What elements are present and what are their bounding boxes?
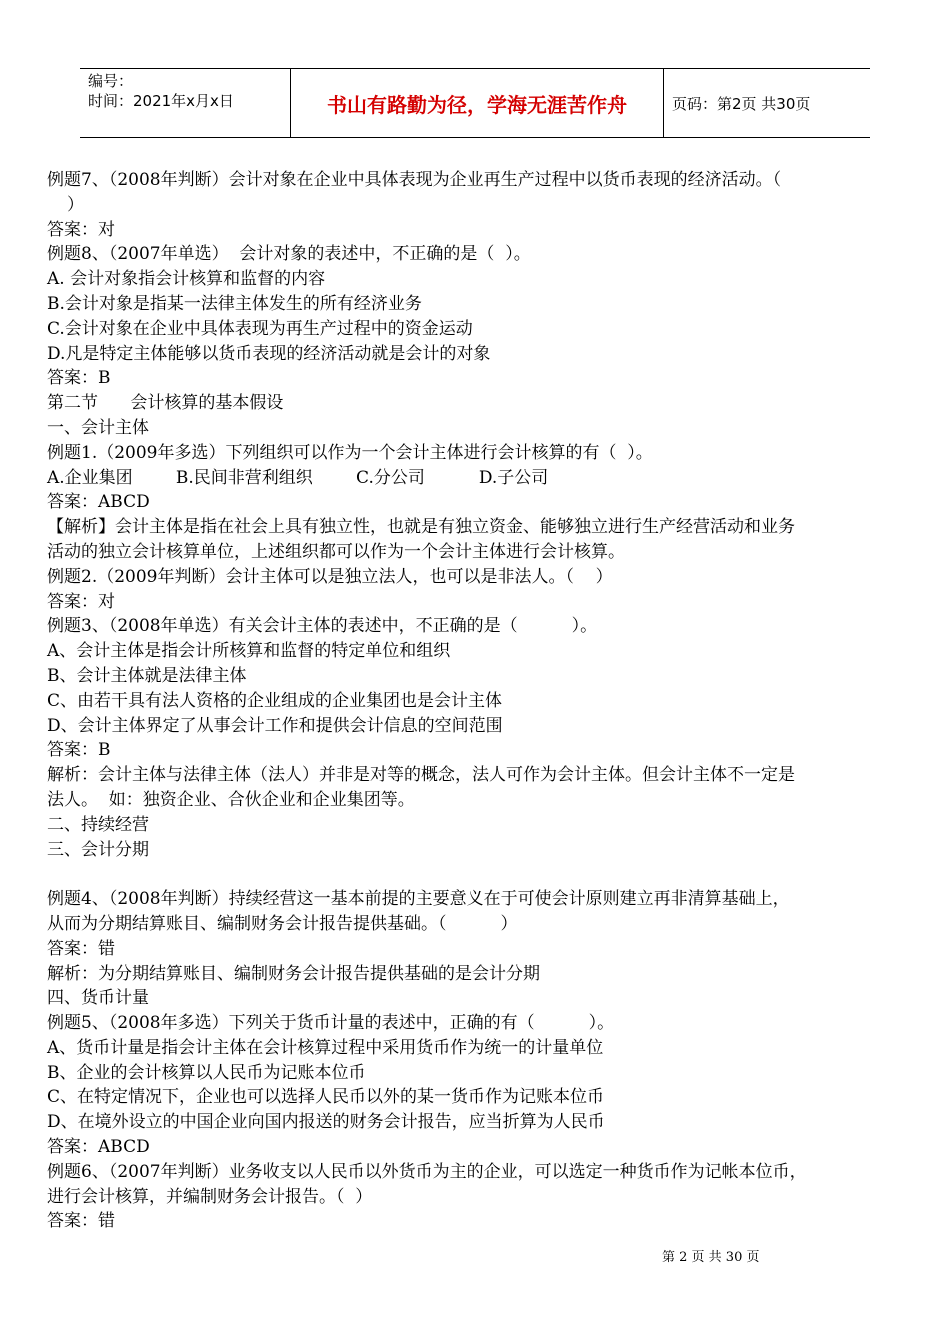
text-line: ） [67, 194, 84, 215]
text-line: C、在特定情况下，企业也可以选择人民币以外的某一货币作为记账本位币 [47, 1087, 605, 1108]
text-line: 从而为分期结算账目、编制财务会计报告提供基础。（ ） [47, 913, 518, 934]
text-line: A. 会计对象指会计核算和监督的内容 [47, 269, 326, 290]
text-line: 答案：对 [47, 219, 115, 240]
text-line: 答案：B [47, 740, 111, 761]
text-line: 解析：会计主体与法律主体（法人）并非是对等的概念，法人可作为会计主体。但会计主体不一定是 [47, 765, 795, 786]
text-line: 一、会计主体 [47, 417, 149, 438]
date-label: 时间：2021年x月x日 [88, 92, 234, 110]
page-number-cell [664, 69, 870, 137]
text-line [47, 862, 907, 887]
text-line: B、会计主体就是法律主体 [47, 665, 247, 686]
text-line: 进行会计核算，并编制财务会计报告。（ ） [47, 1186, 373, 1207]
text-line: 答案：错 [47, 938, 115, 959]
text-line: 例题7、（2008年判断）会计对象在企业中具体表现为企业再生产过程中以货币表现的经济活动。（ [47, 170, 782, 190]
serial-label: 编号： [88, 72, 134, 90]
text-line: 答案：ABCD [47, 492, 150, 513]
text-line: 二、持续经营 [47, 814, 149, 835]
text-line: A、货币计量是指会计主体在会计核算过程中采用货币作为统一的计量单位 [47, 1037, 604, 1058]
page-footer: 第 2 页 共 30 页 [662, 1250, 760, 1265]
header-meta-cell [80, 69, 291, 137]
text-line: 法人。 如：独资企业、合伙企业和企业集团等。 [47, 789, 415, 810]
text-line: C.会计对象在企业中具体表现为再生产过程中的资金运动 [47, 318, 473, 339]
text-line: 答案：B [47, 368, 111, 389]
text-line: 第二节 会计核算的基本假设 [47, 393, 284, 414]
text-line: D、会计主体界定了从事会计工作和提供会计信息的空间范围 [47, 715, 503, 736]
motto-text: 书山有路勤为径，学海无涯苦作舟 [327, 92, 627, 117]
text-line: A.企业集团 B.民间非营利组织 C.分公司 D.子公司 [47, 467, 549, 488]
text-line: D、在境外设立的中国企业向国内报送的财务会计报告，应当折算为人民币 [47, 1112, 605, 1133]
page-number-label: 页码：第2页 共30页 [672, 94, 811, 113]
text-line: 答案：对 [47, 591, 115, 612]
text-line: 解析：为分期结算账目、编制财务会计报告提供基础的是会计分期 [47, 963, 540, 984]
text-line: C、由若干具有法人资格的企业组成的企业集团也是会计主体 [47, 690, 503, 711]
text-line: D.凡是特定主体能够以货币表现的经济活动就是会计的对象 [47, 343, 491, 364]
text-line: 四、货币计量 [47, 988, 149, 1009]
header-table [80, 68, 870, 138]
text-line: 三、会计分期 [47, 839, 149, 860]
text-line: 例题1.（2009年多选）下列组织可以作为一个会计主体进行会计核算的有（ ）。 [47, 442, 653, 463]
text-line: 例题4、（2008年判断）持续经营这一基本前提的主要意义在于可使会计原则建立再非清算基础上， [47, 889, 790, 910]
text-line: 活动的独立会计核算单位，上述组织都可以作为一个会计主体进行会计核算。 [47, 541, 625, 562]
text-line: 例题5、（2008年多选）下列关于货币计量的表述中，正确的有（ ）。 [47, 1013, 615, 1034]
text-line: 【解析】会计主体是指在社会上具有独立性，也就是有独立资金、能够独立进行生产经营活动和业务 [47, 517, 795, 538]
document-body [47, 168, 907, 1234]
text-line: 答案：错 [47, 1211, 115, 1232]
text-line: B、企业的会计核算以人民币为记账本位币 [47, 1062, 366, 1083]
text-line: B.会计对象是指某一法律主体发生的所有经济业务 [47, 293, 422, 314]
text-line: 答案：ABCD [47, 1137, 150, 1158]
motto-cell [291, 69, 664, 137]
text-line: 例题6、（2007年判断）业务收支以人民币以外货币为主的企业，可以选定一种货币作为记帐本位币， [47, 1161, 807, 1182]
text-line: 例题8、（2007年单选） 会计对象的表述中，不正确的是（ ）。 [47, 244, 531, 265]
text-line: 例题2.（2009年判断）会计主体可以是独立法人，也可以是非法人。（ ） [47, 566, 613, 587]
text-line: 例题3、（2008年单选）有关会计主体的表述中，不正确的是（ ）。 [47, 616, 598, 637]
text-line: A、会计主体是指会计所核算和监督的特定单位和组织 [47, 641, 451, 662]
